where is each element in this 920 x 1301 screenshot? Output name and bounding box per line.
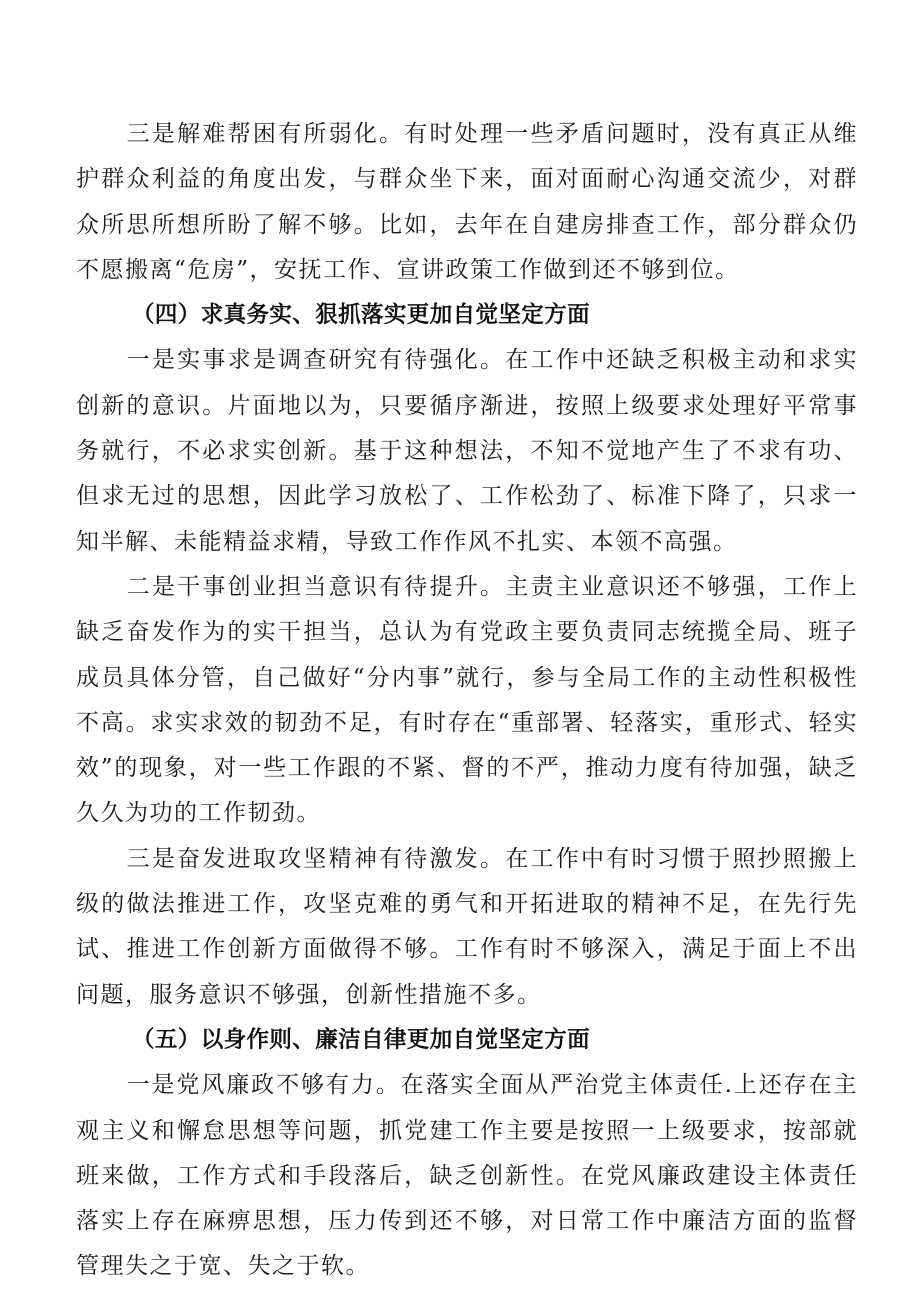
section-heading-4: （四）求真务实、狠抓落实更加自觉坚定方面 [132, 302, 591, 329]
paragraph-innovation: 三是奋发进取攻坚精神有待激发。在工作中有时习惯于照抄照搬上级的做法推进工作，攻坚克难的勇气和开拓进取的精神不足，在先行先试、推进工作创新方面做得不够。工作有时不够深入，满足于面上不出问题，服务意识不够强，创新性措施不多。 [76, 845, 858, 1008]
paragraph-research: 一是实事求是调查研究有待强化。在工作中还缺乏积极主动和求实创新的意识。片面地以为，只要循序渐进，按照上级要求处理好平常事务就行，不必求实创新。基于这种想法，不知不觉地产生了不求有功、但求无过的思想，因此学习放松了、工作松劲了、标准下降了，只求一知半解、未能精益求精，导致工作作风不扎实、本领不高强。 [76, 347, 858, 555]
paragraph-integrity: 一是党风廉政不够有力。在落实全面从严治党主体责任.上还存在主观主义和懈怠思想等问题，抓党建工作主要是按照一上级要求，按部就班来做，工作方式和手段落后，缺乏创新性。在党风廉政建设主体责任落实上存在麻痹思想，压力传到还不够，对日常工作中廉洁方面的监督管理失之于宽、失之于软。 [76, 1072, 858, 1280]
section-heading-5: （五）以身作则、廉洁自律更加自觉坚定方面 [132, 1026, 591, 1053]
document-body [76, 112, 858, 1290]
paragraph-responsibility: 二是干事创业担当意识有待提升。主责主业意识还不够强，工作上缺乏奋发作为的实干担当，总认为有党政主要负责同志统揽全局、班子成员具体分管，自己做好“分内事”就行，参与全局工作的主动性积极性不高。求实求效的韧劲不足，有时存在“重部署、轻落实，重形式、轻实效”的现象，对一些工作跟的不紧、督的不严，推动力度有待加强，缺乏久久为功的工作韧劲。 [76, 573, 858, 827]
paragraph-difficulty-support: 三是解难帮困有所弱化。有时处理一些矛盾问题时，没有真正从维护群众利益的角度出发，与群众坐下来，面对面耐心沟通交流少，对群众所思所想所盼了解不够。比如，去年在自建房排查工作，部分群众仍不愿搬离“危房”，安抚工作、宣讲政策工作做到还不够到位。 [76, 121, 858, 283]
